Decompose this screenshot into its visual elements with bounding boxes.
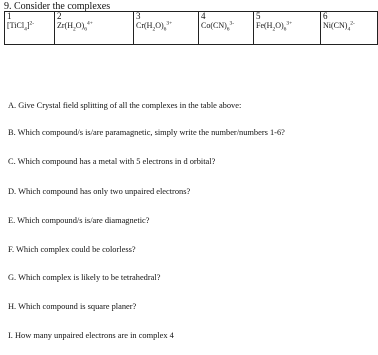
complex-cell-4 xyxy=(199,12,254,45)
complex-formula: $Fe(H_2O)_6^{3+}$ xyxy=(256,20,293,33)
question-b: B. Which compound/s is/are paramagnetic, simply write the number/numbers 1-6? xyxy=(8,128,285,137)
complex-number: 5 xyxy=(256,11,261,21)
complex-formula: $Co(CN)_6^{3-}$ xyxy=(201,20,235,33)
complex-formula: $Zr(H_2O)_6^{4+}$ xyxy=(57,20,93,33)
question-c: C. Which compound has a metal with 5 electrons in d orbital? xyxy=(8,157,216,166)
question-d: D. Which compound has only two unpaired electrons? xyxy=(8,187,191,196)
complex-cell-3 xyxy=(134,12,199,45)
complex-cell-2 xyxy=(55,12,134,45)
question-title: 9. Consider the complexes xyxy=(4,1,111,12)
question-i: I. How many unpaired electrons are in complex 4 xyxy=(8,331,174,340)
complex-formula: $Ni(CN)_4^{2-}$ xyxy=(323,20,355,33)
question-f: F. Which complex could be colorless? xyxy=(8,245,136,254)
complex-number: 3 xyxy=(136,11,141,21)
complexes-table xyxy=(4,11,378,45)
complex-cell-5 xyxy=(254,12,321,45)
question-h: H. Which compound is square planer? xyxy=(8,302,137,311)
complex-formula: [TiCl$_4$]$^{2-}$ xyxy=(7,20,35,33)
complex-number: 4 xyxy=(201,11,206,21)
complex-cell-1 xyxy=(5,12,55,45)
question-a: A. Give Crystal field splitting of all the complexes in the table above: xyxy=(8,101,242,110)
complex-cell-6 xyxy=(321,12,378,45)
complex-number: 2 xyxy=(57,11,62,21)
complexes-row xyxy=(5,12,378,45)
complex-formula: $Cr(H_2O)_6^{3+}$ xyxy=(136,20,173,33)
complex-number: 1 xyxy=(7,11,12,21)
question-g: G. Which complex is likely to be tetrahedral? xyxy=(8,273,161,282)
complex-number: 6 xyxy=(323,11,328,21)
question-e: E. Which compound/s is/are diamagnetic? xyxy=(8,216,150,225)
